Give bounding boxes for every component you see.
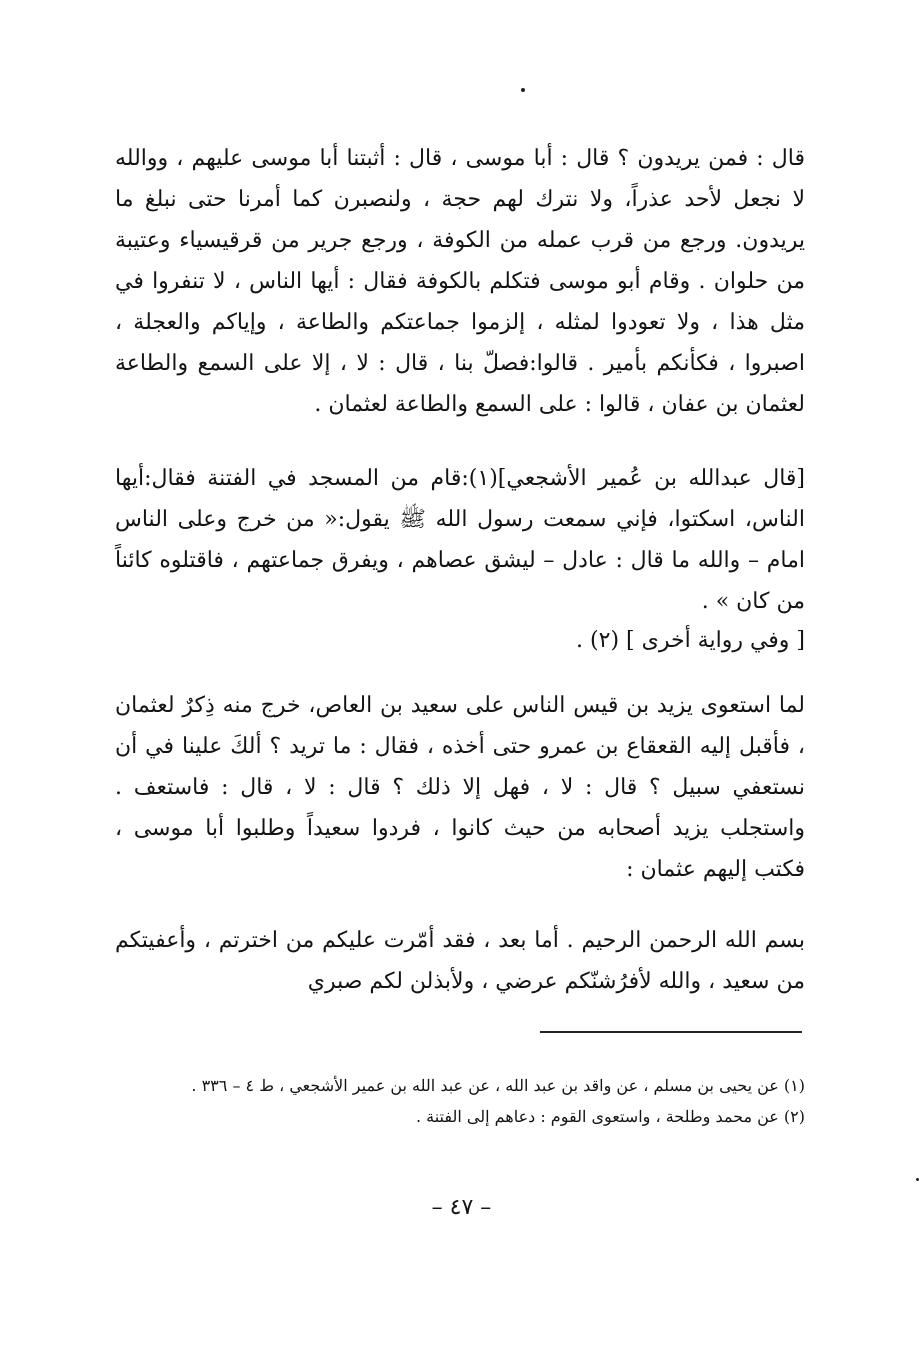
margin-ink-dot [916, 1178, 919, 1181]
footnotes [115, 1070, 805, 1132]
paragraph-4: لما استعوى يزيد بن قيس الناس على سعيد بن العاص، خرج منه ذِكرٌ لعثمان ، فأقبل إليه القعقاع بن عمرو حتى أخذه ، فقال : ما تريد ؟ ألكَ علينا في أن نستعفي سبيل ؟ قال : لا ، فهل إلا ذلك ؟ قال : لا ، قال : فاستعف . واستجلب يزيد أصحابه من حيث كانوا ، فردوا سعيداً وطلبوا أبا موسى ، فكتب إليهم عثمان : [115, 693, 805, 882]
paragraph-2: [قال عبدالله بن عُمير الأشجعي](١):قام من المسجد في الفتنة فقال:أيها الناس، اسكتوا، فإني سمعت رسول الله ﷺ يقول:« من خرج وعلى الناس امام – والله ما قال : عادل – ليشق عصاهم ، ويفرق جماعتهم ، فاقتلوه كائناً من كان » . [115, 466, 806, 614]
footnote-divider [540, 1031, 802, 1033]
paragraph-3: [ وفي رواية أخرى ] (٢) . [576, 628, 805, 653]
top-ink-dot [521, 88, 525, 92]
footnote-2: (٢) عن محمد وطلحة ، واستعوى القوم : دعاهم إلى الفتنة . [415, 1107, 805, 1126]
paragraph-1: قال : فمن يريدون ؟ قال : أبا موسى ، قال : أثبتنا أبا موسى عليهم ، ووالله لا نجعل لأحد عذراً، ولا نترك لهم حجة ، ولنصبرن كما أمرنا حتى نبلغ ما يريدون. ورجع من قرب عمله من الكوفة ، ورجع جرير من قرقيسياء وعتيبة من حلوان . وقام أبو موسى فتكلم بالكوفة فقال : أيها الناس ، لا تنفروا في مثل هذا ، ولا تعودوا لمثله ، إلزموا جماعتكم والطاعة ، وإياكم والعجلة ، اصبروا ، فكأنكم بأمير . قالوا:فصلّ بنا ، قال : لا ، إلا على السمع والطاعة لعثمان بن عفان ، قالوا : على السمع والطاعة لعثمان . [115, 146, 805, 417]
page-number: – ٤٧ – [431, 1195, 492, 1220]
paragraph-5: بسم الله الرحمن الرحيم . أما بعد ، فقد أمّرت عليكم من اخترتم ، وأعفيتكم من سعيد ، والله لأفرُشنّكم عرضي ، ولأبذلن لكم صبري [115, 928, 805, 994]
footnote-1: (١) عن يحيى بن مسلم ، عن واقد بن عبد الله ، عن عبد الله بن عمير الأشجعي ، ط ٤ – ٣٣٦ . [191, 1076, 805, 1095]
